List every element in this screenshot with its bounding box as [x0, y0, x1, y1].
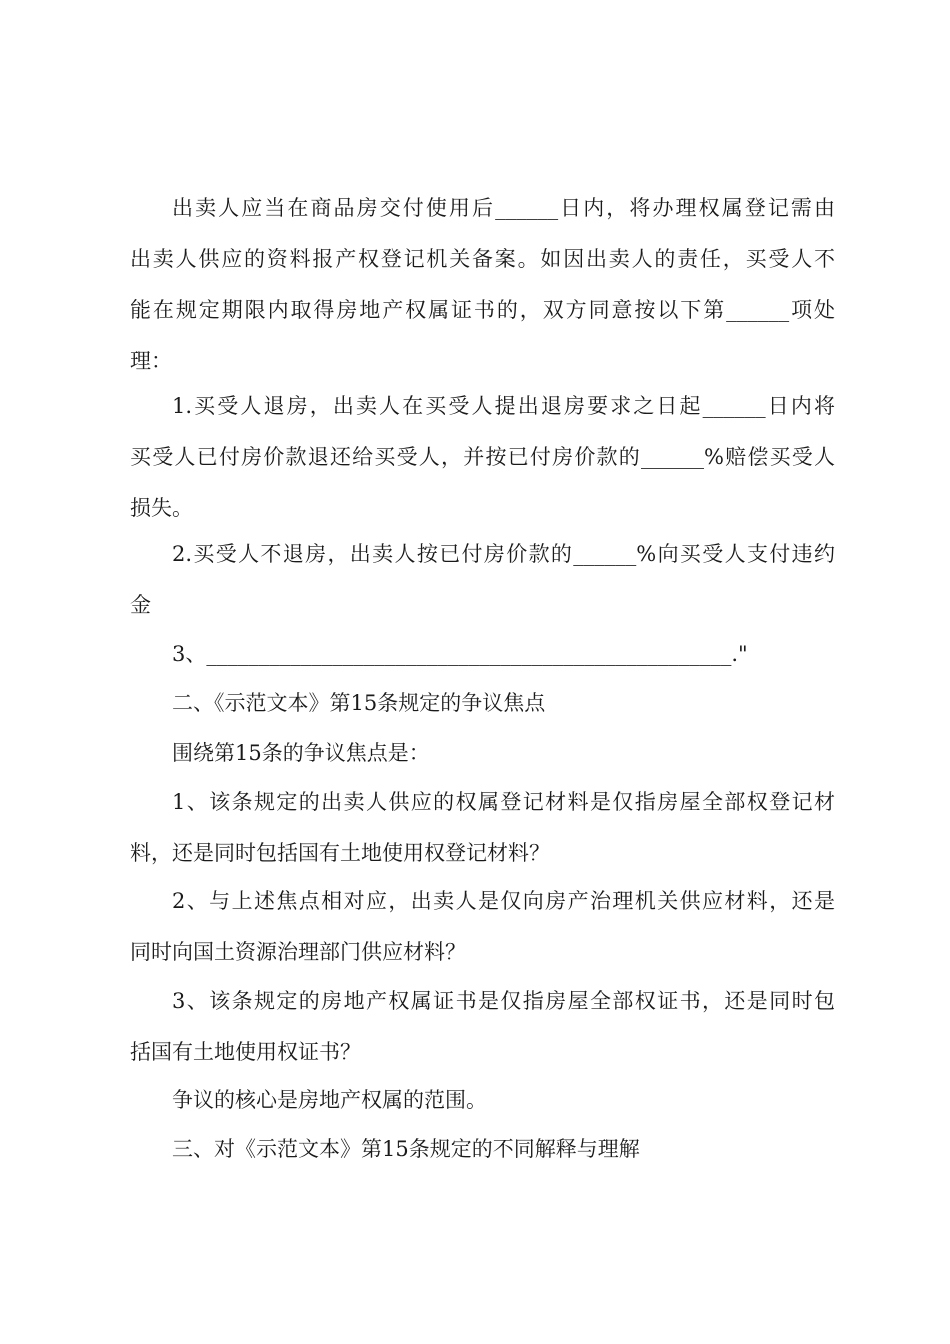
paragraph-focus-2 — [130, 886, 835, 967]
paragraph-option-2 — [130, 539, 835, 620]
paragraph-focus-3 — [130, 986, 835, 1067]
section-heading: 二、《示范文本》第15条规定的争议焦点 — [172, 691, 546, 715]
text-line: 括国有土地使用权证书？ — [130, 1040, 361, 1064]
text-line: 买受人已付房价款退还给买受人，并按已付房价款的______%赔偿买受人 — [130, 445, 835, 469]
section-heading-3 — [130, 1134, 835, 1164]
text-line: 2、与上述焦点相对应，出卖人是仅向房产治理机关供应材料，还是 — [172, 889, 835, 913]
paragraph-registration-clause — [130, 193, 835, 376]
section-heading-2 — [130, 688, 835, 718]
text-line: 出卖人应当在商品房交付使用后______日内，将办理权属登记需由 — [172, 196, 835, 220]
text-line: 围绕第15条的争议焦点是： — [172, 741, 430, 765]
section-heading: 三、对《示范文本》第15条规定的不同解释与理解 — [172, 1137, 640, 1161]
text-line: 争议的核心是房地产权属的范围。 — [172, 1088, 487, 1112]
text-line: 出卖人供应的资料报产权登记机关备案。如因出卖人的责任，买受人不 — [130, 247, 835, 271]
text-line: 3、该条规定的房地产权属证书是仅指房屋全部权证书，还是同时包 — [172, 989, 835, 1013]
paragraph-focus-1 — [130, 787, 835, 868]
text-line: 金 — [130, 593, 151, 617]
paragraph-option-3 — [130, 639, 835, 669]
text-line: 3、__________________________________________________." — [172, 642, 748, 666]
text-line: 能在规定期限内取得房地产权属证书的，双方同意按以下第______项处 — [130, 298, 835, 322]
text-line: 2.买受人不退房，出卖人按已付房价款的______%向买受人支付违约 — [172, 542, 835, 566]
text-line: 理： — [130, 349, 172, 373]
text-line: 损失。 — [130, 496, 193, 520]
paragraph-core — [130, 1085, 835, 1115]
text-line: 1.买受人退房，出卖人在买受人提出退房要求之日起______日内将 — [172, 394, 835, 418]
text-line: 同时向国土资源治理部门供应材料？ — [130, 940, 466, 964]
paragraph-focus-intro — [130, 738, 835, 768]
paragraph-option-1 — [130, 391, 835, 523]
text-line: 1、该条规定的出卖人供应的权属登记材料是仅指房屋全部权登记材 — [172, 790, 835, 814]
text-line: 料，还是同时包括国有土地使用权登记材料？ — [130, 841, 550, 865]
